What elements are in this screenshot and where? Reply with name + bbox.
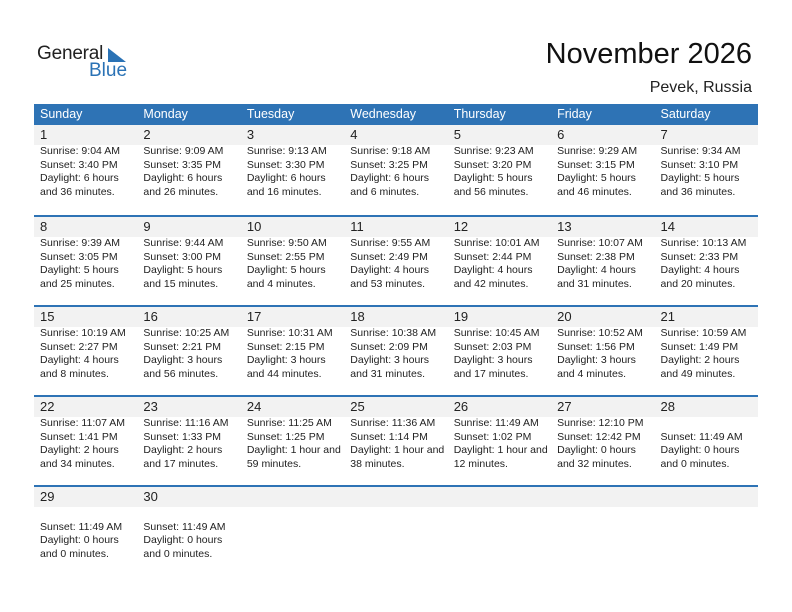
day-number: 28 — [660, 399, 675, 414]
day-cell — [448, 237, 551, 291]
daylight-text: Daylight: 0 hours — [557, 444, 636, 456]
sunrise-text: Sunrise: 9:13 AM — [246, 145, 327, 157]
daylight-text: Daylight: 0 hours — [660, 444, 740, 456]
weekday-header-row — [34, 104, 758, 125]
sunset-text — [661, 521, 758, 535]
sunset-text: Sunset: 2:55 PM — [246, 250, 325, 263]
sunrise-text: Sunrise: 9:29 AM — [557, 145, 638, 157]
sunrise-text: Sunrise: 11:49 AM — [453, 417, 539, 429]
sunset-text: Sunset: 3:30 PM — [246, 158, 325, 171]
daylight-minutes-text: and 31 minutes. — [557, 277, 632, 290]
day-cell — [551, 145, 654, 199]
day-cell — [344, 417, 447, 471]
day-cell — [34, 237, 137, 291]
day-cell — [448, 507, 551, 561]
daylight-minutes-text: 12 minutes. — [453, 457, 508, 470]
daylight-minutes-text: and 34 minutes. — [40, 457, 115, 470]
sunset-text: Sunset: 1:25 PM — [246, 430, 325, 443]
daylight-text — [454, 534, 551, 548]
day-number: 18 — [350, 309, 365, 324]
daylight-minutes-text: and 4 minutes. — [246, 277, 316, 290]
logo-blue-text: Blue — [89, 60, 128, 81]
day-cell — [241, 507, 344, 561]
day-cell — [448, 327, 551, 381]
sunrise-text: Sunrise: 10:19 AM — [40, 327, 126, 339]
day-details-row — [34, 327, 758, 381]
daylight-text: Daylight: 2 hours — [143, 444, 223, 456]
day-number: 21 — [660, 309, 675, 324]
daylight-minutes-text: and 8 minutes. — [40, 367, 109, 380]
daylight-text: Daylight: 1 hour and — [246, 444, 341, 456]
daylight-minutes-text: and 42 minutes. — [453, 277, 529, 290]
sunset-text: Sunset: 2:49 PM — [350, 250, 428, 263]
day-number: 8 — [40, 219, 48, 234]
day-cell — [137, 237, 240, 291]
sunrise-text: Sunrise: 11:25 AM — [246, 417, 332, 429]
day-number-row — [34, 217, 758, 237]
day-cell — [551, 507, 654, 561]
daylight-text: Daylight: 2 hours — [40, 444, 119, 456]
daylight-minutes-text: and 17 minutes. — [453, 367, 529, 380]
day-details-row — [34, 417, 758, 471]
sunrise-text: Sunrise: 9:04 AM — [40, 145, 120, 157]
sunset-text: Sunset: 2:21 PM — [143, 340, 222, 353]
sunset-text: Sunset: 1:49 PM — [660, 340, 739, 353]
day-number: 22 — [40, 399, 55, 414]
sunrise-text — [350, 507, 447, 521]
day-number: 3 — [246, 127, 255, 142]
sunrise-text — [247, 507, 344, 521]
daylight-text: Daylight: 0 hours — [143, 534, 223, 546]
day-cell — [655, 145, 758, 199]
sunrise-text — [40, 507, 137, 521]
daylight-text: Daylight: 4 hours — [350, 264, 430, 276]
daylight-minutes-text: and 25 minutes. — [40, 277, 115, 290]
daylight-minutes-text: and 44 minutes. — [246, 367, 322, 380]
day-number: 26 — [453, 399, 469, 414]
sunset-text: Sunset: 1:33 PM — [143, 430, 222, 443]
sunset-text: Sunset: 3:40 PM — [40, 158, 118, 171]
sunset-text — [557, 521, 654, 535]
weekday-monday: Monday — [143, 107, 188, 121]
sunset-text — [247, 521, 344, 535]
sunrise-text: Sunrise: 12:10 PM — [557, 417, 644, 429]
day-cell — [344, 237, 447, 291]
daylight-text: Daylight: 0 hours — [40, 534, 119, 546]
logo — [37, 43, 132, 83]
sunset-text: Sunset: 1:14 PM — [350, 430, 428, 443]
sunrise-text — [661, 417, 758, 431]
day-cell — [551, 417, 654, 471]
daylight-text: Daylight: 3 hours — [350, 354, 430, 366]
daylight-text: Daylight: 3 hours — [557, 354, 636, 366]
daylight-text: Daylight: 3 hours — [453, 354, 533, 366]
daylight-text: Daylight: 5 hours — [246, 264, 326, 276]
daylight-minutes-text: 59 minutes. — [246, 457, 302, 470]
daylight-minutes-text: and 49 minutes. — [660, 367, 736, 380]
day-cell — [34, 327, 137, 381]
daylight-text: Daylight: 2 hours — [660, 354, 740, 366]
sunrise-text: Sunrise: 10:38 AM — [350, 327, 437, 339]
day-number: 25 — [350, 399, 365, 414]
daylight-minutes-text: and 20 minutes. — [660, 277, 736, 290]
weekday-tuesday: Tuesday — [246, 107, 295, 121]
sunset-text: Sunset: 1:41 PM — [40, 430, 118, 443]
sunrise-text: Sunrise: 9:34 AM — [660, 145, 741, 157]
day-details-row — [34, 507, 758, 561]
daylight-text: Daylight: 6 hours — [143, 172, 223, 184]
daylight-minutes-text: and 6 minutes. — [350, 185, 420, 198]
sunrise-text: Sunrise: 11:07 AM — [40, 417, 126, 429]
weekday-saturday: Saturday — [660, 107, 711, 121]
weekday-friday: Friday — [557, 107, 592, 121]
daylight-minutes-text: 38 minutes. — [350, 457, 405, 470]
daylight-minutes-text: and 36 minutes. — [40, 185, 115, 198]
sunset-text: Sunset: 2:03 PM — [453, 340, 532, 353]
day-cell — [448, 145, 551, 199]
sunset-text: Sunset: 11:49 AM — [660, 430, 743, 443]
sunset-text: Sunset: 3:20 PM — [453, 158, 532, 171]
day-cell — [344, 145, 447, 199]
day-details-row — [34, 145, 758, 199]
sunrise-text: Sunrise: 9:23 AM — [453, 145, 534, 157]
daylight-minutes-text: and 15 minutes. — [143, 277, 219, 290]
daylight-minutes-text: and 17 minutes. — [143, 457, 219, 470]
day-number: 15 — [40, 309, 55, 324]
day-cell — [655, 237, 758, 291]
daylight-minutes-text: and 46 minutes. — [557, 185, 632, 198]
day-number: 7 — [660, 127, 668, 142]
day-number: 5 — [453, 127, 461, 142]
sunrise-text: Sunrise: 10:45 AM — [453, 327, 540, 339]
sunset-text: Sunset: 2:44 PM — [453, 250, 532, 263]
sunset-text: Sunset: 2:15 PM — [246, 340, 325, 353]
weeks-container — [34, 125, 758, 575]
daylight-text: Daylight: 5 hours — [40, 264, 119, 276]
calendar-grid — [34, 104, 758, 575]
sunset-text: Sunset: 3:10 PM — [660, 158, 739, 171]
day-cell — [241, 145, 344, 199]
day-number — [655, 487, 758, 507]
sunset-text: Sunset: 3:35 PM — [143, 158, 222, 171]
sunrise-text: Sunrise: 11:16 AM — [143, 417, 229, 429]
daylight-text — [247, 534, 344, 548]
daylight-text: Daylight: 1 hour and — [350, 444, 445, 456]
daylight-text: Daylight: 1 hour and — [453, 444, 548, 456]
daylight-text: Daylight: 5 hours — [557, 172, 636, 184]
day-number: 23 — [143, 399, 158, 414]
daylight-minutes-text: and 56 minutes. — [143, 367, 219, 380]
daylight-text — [557, 534, 654, 548]
sunrise-text — [661, 507, 758, 521]
weekday-thursday: Thursday — [453, 107, 506, 121]
sunrise-text: Sunrise: 9:18 AM — [350, 145, 431, 157]
sunset-text: Sunset: 2:27 PM — [40, 340, 118, 353]
daylight-minutes-text: and 16 minutes. — [246, 185, 322, 198]
sunrise-text: Sunrise: 9:44 AM — [143, 237, 224, 249]
day-number — [448, 487, 551, 507]
sunrise-text: Sunrise: 10:01 AM — [453, 237, 540, 249]
daylight-minutes-text — [661, 548, 758, 562]
week-row — [34, 395, 758, 485]
sunset-text: Sunset: 11:49 AM — [143, 520, 226, 533]
weekday-wednesday: Wednesday — [350, 107, 417, 121]
daylight-text: Daylight: 6 hours — [350, 172, 430, 184]
sunset-text: Sunset: 3:05 PM — [40, 250, 118, 263]
daylight-minutes-text — [350, 548, 447, 562]
day-number-row — [34, 397, 758, 417]
day-number: 14 — [660, 219, 675, 234]
sunset-text: Sunset: 3:00 PM — [143, 250, 222, 263]
sunrise-text — [454, 507, 551, 521]
daylight-minutes-text: and 31 minutes. — [350, 367, 425, 380]
day-number — [241, 487, 344, 507]
day-cell — [344, 327, 447, 381]
day-cell — [241, 237, 344, 291]
daylight-text: Daylight: 4 hours — [557, 264, 636, 276]
sunrise-text: Sunrise: 11:36 AM — [350, 417, 436, 429]
day-cell — [137, 417, 240, 471]
day-number: 9 — [143, 219, 151, 234]
sunset-text: Sunset: 2:33 PM — [660, 250, 739, 263]
sunset-text — [454, 521, 551, 535]
sunrise-text: Sunrise: 10:52 AM — [557, 327, 643, 339]
day-cell — [655, 327, 758, 381]
sunrise-text: Sunrise: 10:59 AM — [660, 327, 747, 339]
week-row — [34, 215, 758, 305]
daylight-minutes-text — [557, 548, 654, 562]
sunrise-text: Sunrise: 9:09 AM — [143, 145, 224, 157]
daylight-text: Daylight: 6 hours — [246, 172, 326, 184]
week-row — [34, 485, 758, 575]
day-number: 10 — [246, 219, 262, 234]
day-cell — [34, 417, 137, 471]
day-cell — [551, 237, 654, 291]
day-cell — [137, 327, 240, 381]
day-number: 30 — [143, 489, 158, 504]
day-cell — [241, 327, 344, 381]
day-number: 24 — [246, 399, 262, 414]
daylight-minutes-text: and 36 minutes. — [660, 185, 736, 198]
daylight-text: Daylight: 4 hours — [453, 264, 533, 276]
day-cell — [344, 507, 447, 561]
day-cell — [34, 145, 137, 199]
sunset-text: Sunset: 2:09 PM — [350, 340, 428, 353]
daylight-text: Daylight: 3 hours — [143, 354, 223, 366]
sunrise-text — [557, 507, 654, 521]
daylight-minutes-text: and 4 minutes. — [557, 367, 626, 380]
day-details-row — [34, 237, 758, 291]
day-cell — [448, 417, 551, 471]
daylight-text: Daylight: 6 hours — [40, 172, 119, 184]
sunrise-text: Sunrise: 10:13 AM — [660, 237, 747, 249]
logo-general-text: General — [37, 43, 104, 64]
day-number: 17 — [246, 309, 262, 324]
page-title: November 2026 — [545, 38, 752, 70]
sunset-text: Sunset: 3:15 PM — [557, 158, 635, 171]
daylight-minutes-text: and 0 minutes. — [143, 547, 213, 560]
day-number-row — [34, 307, 758, 327]
day-number: 11 — [350, 219, 364, 234]
daylight-minutes-text: and 0 minutes. — [660, 457, 730, 470]
sunrise-text: Sunrise: 10:31 AM — [246, 327, 333, 339]
day-number-row — [34, 487, 758, 507]
daylight-minutes-text: and 32 minutes. — [557, 457, 632, 470]
day-number — [551, 487, 654, 507]
location-label: Pevek, Russia — [649, 79, 752, 96]
sunset-text: Sunset: 11:49 AM — [40, 520, 123, 533]
daylight-minutes-text: and 56 minutes. — [453, 185, 529, 198]
daylight-minutes-text — [454, 548, 551, 562]
day-cell — [137, 507, 240, 561]
day-number: 6 — [557, 127, 565, 142]
week-row — [34, 125, 758, 215]
daylight-minutes-text: and 53 minutes. — [350, 277, 425, 290]
day-number: 1 — [40, 127, 48, 142]
day-number: 29 — [40, 489, 55, 504]
day-number-row — [34, 125, 758, 145]
sunset-text — [350, 521, 447, 535]
week-row — [34, 305, 758, 395]
day-number — [344, 487, 447, 507]
sunset-text: Sunset: 12:42 PM — [557, 430, 641, 443]
day-cell — [137, 145, 240, 199]
day-cell — [34, 507, 137, 561]
day-cell — [655, 417, 758, 471]
day-number: 27 — [557, 399, 572, 414]
day-number: 13 — [557, 219, 572, 234]
sunrise-text: Sunrise: 9:50 AM — [246, 237, 327, 249]
daylight-text: Daylight: 5 hours — [143, 264, 223, 276]
daylight-text: Daylight: 5 hours — [453, 172, 533, 184]
daylight-text: Daylight: 4 hours — [660, 264, 740, 276]
sunset-text: Sunset: 1:02 PM — [453, 430, 532, 443]
daylight-text: Daylight: 5 hours — [660, 172, 740, 184]
day-number: 19 — [453, 309, 469, 324]
daylight-text: Daylight: 3 hours — [246, 354, 326, 366]
daylight-minutes-text: and 26 minutes. — [143, 185, 219, 198]
day-number: 16 — [143, 309, 158, 324]
daylight-minutes-text — [247, 548, 344, 562]
daylight-text: Daylight: 4 hours — [40, 354, 119, 366]
weekday-sunday: Sunday — [40, 107, 83, 121]
day-number: 2 — [143, 127, 151, 142]
sunset-text: Sunset: 3:25 PM — [350, 158, 428, 171]
day-cell — [551, 327, 654, 381]
daylight-text — [350, 534, 447, 548]
daylight-text — [661, 534, 758, 548]
day-cell — [655, 507, 758, 561]
day-number: 20 — [557, 309, 572, 324]
sunrise-text: Sunrise: 9:39 AM — [40, 237, 120, 249]
sunrise-text: Sunrise: 10:07 AM — [557, 237, 643, 249]
daylight-minutes-text: and 0 minutes. — [40, 547, 109, 560]
sunset-text: Sunset: 1:56 PM — [557, 340, 635, 353]
sunrise-text: Sunrise: 9:55 AM — [350, 237, 431, 249]
day-cell — [241, 417, 344, 471]
sunrise-text — [143, 507, 240, 521]
day-number: 4 — [350, 127, 358, 142]
sunrise-text: Sunrise: 10:25 AM — [143, 327, 230, 339]
sunset-text: Sunset: 2:38 PM — [557, 250, 635, 263]
day-number: 12 — [453, 219, 469, 234]
